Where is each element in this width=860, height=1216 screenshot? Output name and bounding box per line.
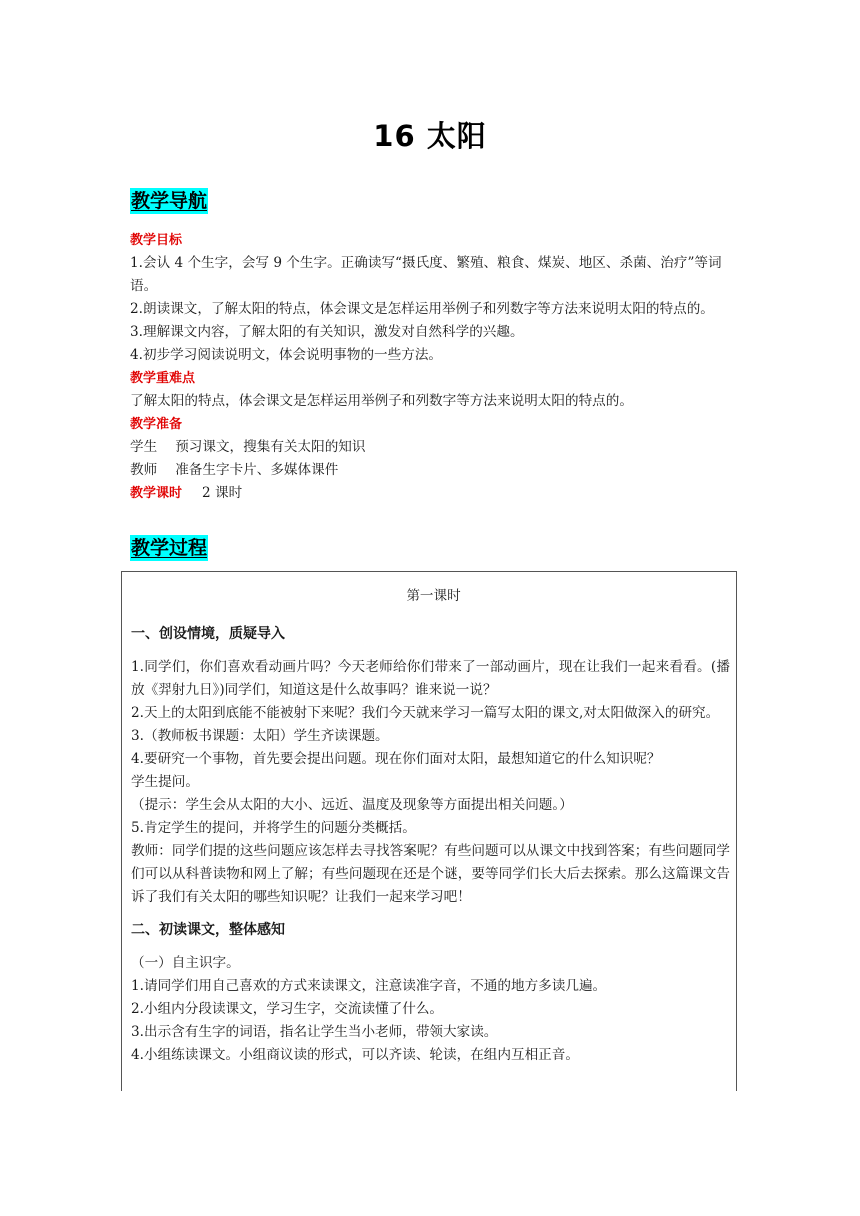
lesson-period-title: 第一课时 [406,588,461,604]
process-item: 教师：同学们提的这些问题应该怎样去寻找答案呢？有些问题可以从课文中找到答案；有些问题同学们可以从科普读物和网上了解；有些问题现在还是个谜，要等同学们长大后去探索。那么这篇课文告诉了我们有关太阳的哪些知识呢？让我们一起来学习吧！ [131,843,730,905]
teaching-process-box [121,571,737,1091]
process-item: 3.出示含有生字的词语，指名让学生当小老师，带领大家读。 [131,1024,498,1040]
nav-heading: 教学导航 [131,190,208,212]
part1-heading: 一、创设情境，质疑导入 [131,626,285,642]
objective-item: 2.朗读课文，了解太阳的特点，体会课文是怎样运用举例子和列数字等方法来说明太阳的特点的。 [130,301,714,317]
objective-item: 4.初步学习阅读说明文，体会说明事物的一些方法。 [130,347,443,363]
process-item: （一）自主识字。 [131,955,240,971]
process-item: 2.小组内分段读课文，学习生字，交流读懂了什么。 [131,1001,444,1017]
hours-row [130,482,740,505]
preparation-label: 教学准备 [130,417,183,432]
process-heading: 教学过程 [131,537,208,559]
process-item: 4.小组练读课文。小组商议读的形式，可以齐读、轮读，在组内互相正音。 [131,1047,579,1063]
process-item: 5.肯定学生的提问，并将学生的问题分类概括。 [131,820,416,836]
difficulties-text: 了解太阳的特点，体会课文是怎样运用举例子和列数字等方法来说明太阳的特点的。 [130,393,633,409]
objectives-label: 教学目标 [130,233,183,248]
difficulties-label: 教学重难点 [130,371,196,386]
process-item: 2.天上的太阳到底能不能被射下来呢？我们今天就来学习一篇写太阳的课文,对太阳做深入的研究。 [131,705,720,721]
lesson-title: 16 太阳 [373,119,487,153]
preparation-row [130,459,740,482]
hours-label: 教学课时 [130,486,183,501]
process-item: 1.请同学们用自己喜欢的方式来读课文，注意读准字音，不通的地方多读几遍。 [131,978,607,994]
preparation-task: 准备生字卡片、多媒体课件 [175,462,339,478]
process-item: 4.要研究一个事物，首先要会提出问题。现在你们面对太阳，最想知道它的什么知识呢？ [131,751,661,767]
preparation-row [130,436,740,459]
part2-heading: 二、初读课文，整体感知 [131,922,285,938]
process-item: （提示：学生会从太阳的大小、远近、温度及现象等方面提出相关问题。） [131,797,573,813]
process-item: 1.同学们，你们喜欢看动画片吗？今天老师给你们带来了一部动画片，现在让我们一起来看看。(播放《羿射九日》)同学们，知道这是什么故事吗？谁来说一说？ [131,659,730,698]
teaching-navigation [130,229,740,505]
preparation-role: 教师 [130,462,158,478]
process-item: 学生提问。 [131,774,199,790]
preparation-task: 预习课文，搜集有关太阳的知识 [175,439,366,455]
objective-item: 3.理解课文内容，了解太阳的有关知识，激发对自然科学的兴趣。 [130,324,524,340]
objective-item: 1.会认 4 个生字，会写 9 个生字。正确读写“摄氏度、繁殖、粮食、煤炭、地区、杀菌、治疗”等词语。 [130,255,722,294]
preparation-role: 学生 [130,439,158,455]
hours-value: 2 课时 [202,485,243,501]
process-item: 3.（教师板书课题：太阳）学生齐读课题。 [131,728,389,744]
